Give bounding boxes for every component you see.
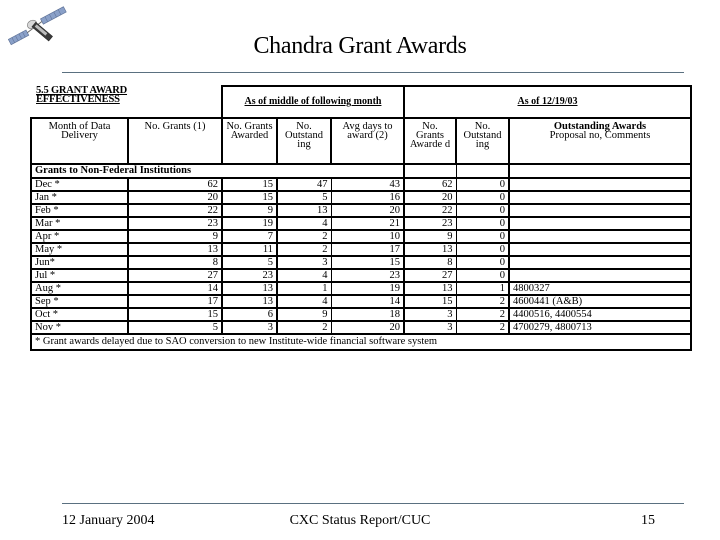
col-header-outstanding-awards (509, 118, 691, 164)
col-header-grants: No. Grants (1) (128, 118, 222, 164)
cell-cur-awarded: 13 (404, 282, 456, 295)
group-header-middle: As of middle of following month (222, 86, 404, 118)
cell-cur-outstanding: 0 (456, 230, 509, 243)
cell-mid-outstanding: 1 (277, 282, 331, 295)
cell-cur-awarded: 15 (404, 295, 456, 308)
footer-report-name: CXC Status Report/CUC (289, 513, 431, 528)
footer-page-number: 15 (641, 513, 655, 528)
cell-avg-days: 21 (331, 217, 404, 230)
cell-cur-outstanding: 1 (456, 282, 509, 295)
cell-grants: 27 (128, 269, 222, 282)
cell-grants: 8 (128, 256, 222, 269)
section-cell-cur-awarded (404, 164, 456, 178)
section-label: Grants to Non-Federal Institutions (31, 164, 404, 178)
cell-cur-outstanding: 2 (456, 321, 509, 334)
slide-title: Chandra Grant Awards (253, 33, 467, 59)
cell-mid-awarded: 23 (222, 269, 277, 282)
cell-grants: 9 (128, 230, 222, 243)
cell-mid-outstanding: 4 (277, 295, 331, 308)
cell-cur-outstanding: 2 (456, 295, 509, 308)
cell-cur-outstanding: 0 (456, 243, 509, 256)
cell-grants: 14 (128, 282, 222, 295)
cell-cur-outstanding: 0 (456, 217, 509, 230)
cell-cur-awarded: 27 (404, 269, 456, 282)
outstanding-awards-title: Outstanding Awards (553, 121, 647, 132)
cell-month: Oct * (31, 308, 128, 321)
cell-comments (509, 243, 691, 256)
cell-mid-awarded: 5 (222, 256, 277, 269)
cell-mid-awarded: 19 (222, 217, 277, 230)
cell-avg-days: 20 (331, 204, 404, 217)
cell-cur-awarded: 62 (404, 178, 456, 191)
col-header-month: Month of Data Delivery (31, 118, 128, 164)
cell-mid-awarded: 13 (222, 282, 277, 295)
cell-mid-outstanding: 4 (277, 269, 331, 282)
footer-date: 12 January 2004 (62, 513, 155, 528)
cell-cur-awarded: 9 (404, 230, 456, 243)
cell-grants: 17 (128, 295, 222, 308)
section-heading-line1: 5.5 GRANT AWARD (36, 85, 128, 96)
cell-cur-awarded: 3 (404, 321, 456, 334)
cell-cur-outstanding: 0 (456, 269, 509, 282)
cell-cur-awarded: 13 (404, 243, 456, 256)
cell-mid-outstanding: 2 (277, 230, 331, 243)
cell-mid-outstanding: 13 (277, 204, 331, 217)
cell-mid-awarded: 11 (222, 243, 277, 256)
table-body (31, 178, 691, 334)
cell-grants: 62 (128, 178, 222, 191)
section-cell-cur-outstanding (456, 164, 509, 178)
group-header-current: As of 12/19/03 (404, 86, 691, 118)
cell-cur-outstanding: 0 (456, 256, 509, 269)
cell-comments (509, 256, 691, 269)
cell-avg-days: 16 (331, 191, 404, 204)
cell-mid-outstanding: 9 (277, 308, 331, 321)
cell-grants: 20 (128, 191, 222, 204)
footnote: * Grant awards delayed due to SAO conversion to new Institute-wide financial software system (31, 334, 691, 350)
cell-month: Jan * (31, 191, 128, 204)
cell-comments (509, 191, 691, 204)
cell-cur-outstanding: 0 (456, 191, 509, 204)
col-header-cur-awarded: No. Grants Awarde d (404, 118, 456, 164)
cell-avg-days: 19 (331, 282, 404, 295)
cell-grants: 23 (128, 217, 222, 230)
cell-avg-days: 15 (331, 256, 404, 269)
cell-mid-outstanding: 3 (277, 256, 331, 269)
header-blank (31, 86, 222, 118)
col-header-mid-outstanding: No. Outstand ing (277, 118, 331, 164)
cell-comments (509, 178, 691, 191)
cell-mid-awarded: 3 (222, 321, 277, 334)
cell-grants: 15 (128, 308, 222, 321)
cell-avg-days: 18 (331, 308, 404, 321)
cell-cur-outstanding: 2 (456, 308, 509, 321)
cell-mid-outstanding: 47 (277, 178, 331, 191)
cell-mid-awarded: 13 (222, 295, 277, 308)
cell-month: Aug * (31, 282, 128, 295)
cell-comments (509, 217, 691, 230)
cell-avg-days: 17 (331, 243, 404, 256)
cell-month: Jul * (31, 269, 128, 282)
cell-mid-outstanding: 2 (277, 321, 331, 334)
cell-comments (509, 269, 691, 282)
cell-avg-days: 23 (331, 269, 404, 282)
cell-mid-awarded: 15 (222, 178, 277, 191)
cell-cur-awarded: 22 (404, 204, 456, 217)
cell-comments: 4700279, 4800713 (509, 321, 691, 334)
col-header-mid-awarded: No. Grants Awarded (222, 118, 277, 164)
footer-divider (62, 503, 684, 504)
cell-grants: 13 (128, 243, 222, 256)
cell-cur-awarded: 8 (404, 256, 456, 269)
outstanding-awards-subtitle: Proposal no, Comments (549, 130, 651, 141)
title-divider (62, 72, 684, 73)
cell-grants: 5 (128, 321, 222, 334)
cell-avg-days: 43 (331, 178, 404, 191)
cell-comments: 4600441 (A&B) (509, 295, 691, 308)
cell-comments: 4800327 (509, 282, 691, 295)
section-cell-comments (509, 164, 691, 178)
cell-month: Dec * (31, 178, 128, 191)
cell-month: Jun* (31, 256, 128, 269)
cell-mid-awarded: 15 (222, 191, 277, 204)
cell-mid-outstanding: 2 (277, 243, 331, 256)
cell-month: Apr * (31, 230, 128, 243)
cell-cur-outstanding: 0 (456, 204, 509, 217)
cell-month: Feb * (31, 204, 128, 217)
cell-avg-days: 10 (331, 230, 404, 243)
cell-cur-awarded: 3 (404, 308, 456, 321)
cell-mid-outstanding: 5 (277, 191, 331, 204)
cell-mid-awarded: 6 (222, 308, 277, 321)
cell-grants: 22 (128, 204, 222, 217)
cell-comments (509, 230, 691, 243)
col-header-cur-outstanding: No. Outstand ing (456, 118, 509, 164)
cell-mid-outstanding: 4 (277, 217, 331, 230)
cell-comments: 4400516, 4400554 (509, 308, 691, 321)
cell-month: Nov * (31, 321, 128, 334)
cell-avg-days: 20 (331, 321, 404, 334)
cell-mid-awarded: 7 (222, 230, 277, 243)
cell-comments (509, 204, 691, 217)
grant-awards-table (30, 85, 692, 351)
cell-mid-awarded: 9 (222, 204, 277, 217)
cell-month: Sep * (31, 295, 128, 308)
cell-avg-days: 14 (331, 295, 404, 308)
cell-cur-awarded: 20 (404, 191, 456, 204)
col-header-avg-days: Avg days to award (2) (331, 118, 404, 164)
section-heading-line2: EFFECTIVENESS (36, 94, 120, 105)
cell-month: Mar * (31, 217, 128, 230)
cell-cur-outstanding: 0 (456, 178, 509, 191)
cell-month: May * (31, 243, 128, 256)
cell-cur-awarded: 23 (404, 217, 456, 230)
